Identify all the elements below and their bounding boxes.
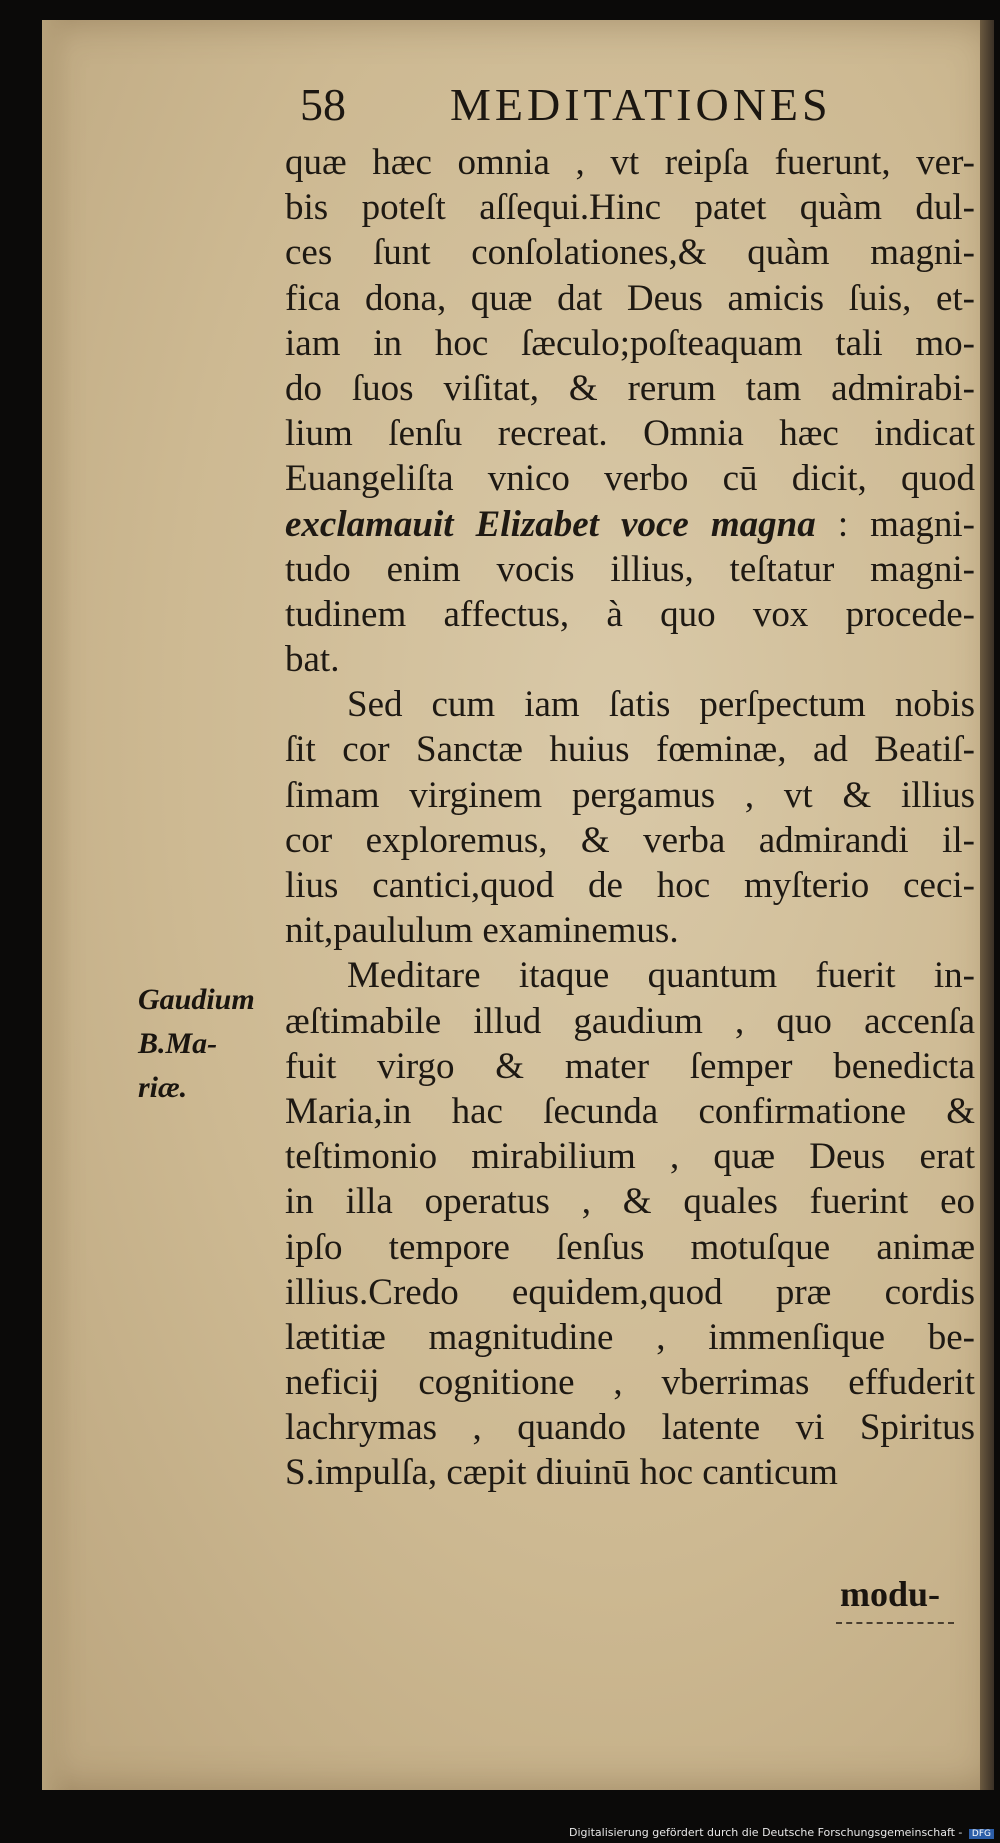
page-edge	[42, 20, 72, 1790]
text-line: ipſo tempore ſenſus motuſque animæ	[285, 1226, 975, 1268]
digitization-credit	[569, 1826, 994, 1839]
text-line: do ſuos viſitat, & rerum tam admirabi-	[285, 367, 975, 409]
text-line: cor exploremus, & verba admirandi il-	[285, 819, 975, 861]
margin-note-line: Gaudium	[138, 983, 255, 1016]
text-line: fica dona, quæ dat Deus amicis ſuis, et-	[285, 277, 975, 319]
text-line: lætitiæ magnitudine , immenſique be-	[285, 1316, 975, 1358]
text-line	[285, 502, 975, 547]
text-line: ſit cor Sanctæ huius fœminæ, ad Beatiſ-	[285, 729, 975, 771]
text-line: bis poteſt aſſequi.Hinc patet quàm dul-	[285, 187, 975, 229]
margin-note	[138, 978, 288, 1110]
text-line: quæ hæc omnia , vt reipſa fuerunt, ver-	[285, 142, 975, 183]
text-line: fuit virgo & mater ſemper benedicta	[285, 1045, 975, 1087]
dfg-logo: DFG	[969, 1829, 994, 1839]
text-line: in illa operatus , & quales fuerint eo	[285, 1181, 975, 1223]
text-line: bat.	[285, 639, 340, 681]
page-gutter	[980, 20, 994, 1790]
text-line: tudo enim vocis illius, teſtatur magni-	[285, 548, 975, 590]
page-number: 58	[300, 79, 346, 130]
text-span: : magni-	[837, 503, 975, 545]
text-line: nit,paululum examinemus.	[285, 910, 679, 952]
text-line: S.impulſa, cæpit diuinū hoc canticum	[285, 1452, 838, 1494]
credit-text: Digitalisierung gefördert durch die Deutsche Forschungsgemeinschaft -	[569, 1826, 963, 1839]
catchword-rule	[836, 1622, 954, 1624]
body-text	[285, 140, 975, 1496]
text-line: neficij cognitione , vberrimas effuderit	[285, 1362, 975, 1404]
margin-note-line: B.Ma-	[138, 1027, 218, 1060]
text-line: lium ſenſu recreat. Omnia hæc indicat	[285, 413, 975, 455]
text-line: teſtimonio mirabilium , quæ Deus erat	[285, 1136, 975, 1178]
text-line: ſimam virginem pergamus , vt & illius	[285, 774, 975, 816]
text-line: Sed cum iam ſatis perſpectum nobis	[347, 684, 975, 726]
margin-note-line: riæ.	[138, 1071, 188, 1104]
text-line: Maria,in hac ſecunda confirmatione &	[285, 1090, 975, 1132]
italic-quote: exclamauit Elizabet voce magna	[285, 503, 816, 545]
text-line: ces ſunt conſolationes,& quàm magni-	[285, 232, 975, 274]
text-line: Meditare itaque quantum fuerit in-	[347, 955, 975, 997]
text-line: Euangeliſta vnico verbo cū dicit, quod	[285, 458, 975, 500]
text-line: tudinem affectus, à quo vox procede-	[285, 593, 975, 635]
text-line: lachrymas , quando latente vi Spiritus	[285, 1407, 975, 1449]
text-line: iam in hoc ſæculo;poſteaquam tali mo-	[285, 322, 975, 364]
text-line: lius cantici,quod de hoc myſterio ceci-	[285, 865, 975, 906]
catchword: modu-	[840, 1574, 941, 1614]
text-line: æſtimabile illud gaudium , quo accenſa	[285, 1000, 975, 1042]
page-header	[300, 70, 940, 136]
text-line: illius.Credo equidem,quod præ cordis	[285, 1271, 975, 1313]
running-head: MEDITATIONES	[450, 79, 832, 130]
